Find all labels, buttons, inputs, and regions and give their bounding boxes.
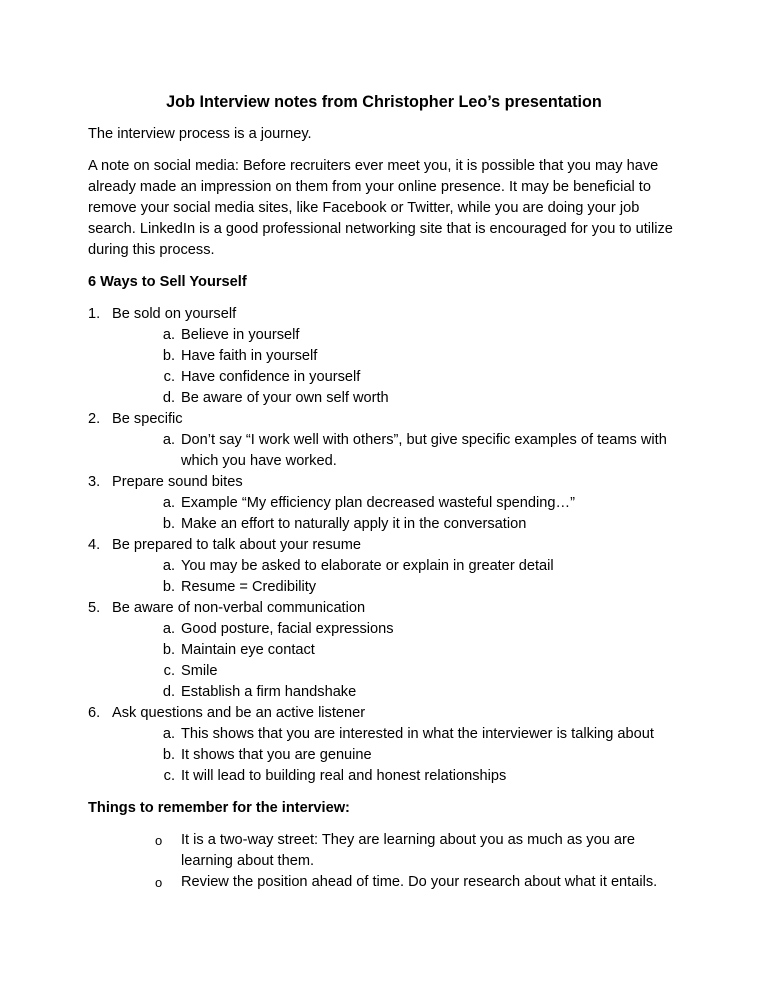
section-heading-sell-yourself: 6 Ways to Sell Yourself xyxy=(88,274,247,290)
sub-item-text: This shows that you are interested in what the interviewer is talking about xyxy=(181,726,654,742)
sub-item-letter: d. xyxy=(162,390,175,406)
sub-list xyxy=(112,430,680,472)
sub-list xyxy=(112,325,680,409)
sub-list-item xyxy=(112,766,680,787)
item-text: Be specific xyxy=(112,411,183,427)
sub-item-text: Maintain eye contact xyxy=(181,642,315,658)
sub-item-letter: a. xyxy=(162,432,175,448)
sub-item-text: Smile xyxy=(181,663,218,679)
item-number: 3. xyxy=(88,474,101,490)
list-item xyxy=(88,472,680,535)
list-item xyxy=(88,598,680,703)
sub-item-letter: b. xyxy=(162,348,175,364)
bullet-item xyxy=(88,830,680,872)
item-number: 6. xyxy=(88,705,101,721)
bullet-text: It is a two-way street: They are learning about you as much as you are learning about them. xyxy=(181,832,635,869)
item-text: Ask questions and be an active listener xyxy=(112,705,366,721)
sub-item-text: Be aware of your own self worth xyxy=(181,390,389,406)
bullet-item xyxy=(88,872,680,893)
sub-item-text: Believe in yourself xyxy=(181,327,300,343)
sub-item-letter: c. xyxy=(163,663,175,679)
sub-item-text: It shows that you are genuine xyxy=(181,747,372,763)
bullet-text: Review the position ahead of time. Do your research about what it entails. xyxy=(181,874,658,890)
sub-item-text: Establish a firm handshake xyxy=(181,684,357,700)
sub-list xyxy=(112,724,680,787)
item-text: Prepare sound bites xyxy=(112,474,243,490)
sub-list-item xyxy=(112,325,680,346)
sub-item-letter: a. xyxy=(162,327,175,343)
sub-item-letter: b. xyxy=(162,642,175,658)
intro-paragraph: The interview process is a journey. xyxy=(88,126,312,142)
item-number: 4. xyxy=(88,537,101,553)
sub-list-item xyxy=(112,724,680,745)
sub-item-text: Have faith in yourself xyxy=(181,348,318,364)
sub-list xyxy=(112,493,680,535)
sub-item-text: You may be asked to elaborate or explain in greater detail xyxy=(181,558,554,574)
sub-list-item xyxy=(112,367,680,388)
sub-list-item xyxy=(112,661,680,682)
sub-list-item xyxy=(112,493,680,514)
sub-list-item xyxy=(112,430,680,472)
sub-item-text: It will lead to building real and honest relationships xyxy=(181,768,507,784)
list-item xyxy=(88,304,680,409)
sub-item-text: Example “My efficiency plan decreased wasteful spending…” xyxy=(181,495,575,511)
item-text: Be sold on yourself xyxy=(112,306,237,322)
sub-item-text: Make an effort to naturally apply it in the conversation xyxy=(181,516,527,532)
sell-yourself-list xyxy=(88,304,680,787)
sub-list xyxy=(112,556,680,598)
sub-list-item xyxy=(112,346,680,367)
sub-list-item xyxy=(112,619,680,640)
sub-item-letter: c. xyxy=(163,369,175,385)
sub-item-text: Resume = Credibility xyxy=(181,579,317,595)
sub-item-text: Have confidence in yourself xyxy=(181,369,361,385)
sub-list-item xyxy=(112,745,680,766)
section-heading-things-to-remember: Things to remember for the interview: xyxy=(88,800,350,816)
sub-list-item xyxy=(112,556,680,577)
remember-list xyxy=(88,830,680,893)
hollow-bullet-icon: o xyxy=(155,875,163,890)
document-body xyxy=(88,92,680,893)
social-media-paragraph: A note on social media: Before recruiters ever meet you, it is possible that you may have already made an impression on them from your online presence. It may be beneficial to remove your social media sites, like Facebook or Twitter, while you are doing your job search. LinkedIn is a good professional networking site that is encouraged for you to utilize during this process. xyxy=(88,158,673,258)
sub-list-item xyxy=(112,577,680,598)
sub-item-letter: a. xyxy=(162,726,175,742)
list-item xyxy=(88,703,680,787)
sub-item-letter: b. xyxy=(162,579,175,595)
item-text: Be prepared to talk about your resume xyxy=(112,537,362,553)
sub-item-text: Don’t say “I work well with others”, but give specific examples of teams with which you have worked. xyxy=(181,432,667,469)
item-number: 2. xyxy=(88,411,101,427)
sub-list-item xyxy=(112,388,680,409)
sub-item-letter: d. xyxy=(162,684,175,700)
sub-list-item xyxy=(112,682,680,703)
sub-item-letter: a. xyxy=(162,495,175,511)
item-text: Be aware of non-verbal communication xyxy=(112,600,366,616)
sub-item-text: Good posture, facial expressions xyxy=(181,621,394,637)
sub-item-letter: a. xyxy=(162,621,175,637)
list-item xyxy=(88,409,680,472)
item-number: 1. xyxy=(88,306,101,322)
sub-list-item xyxy=(112,514,680,535)
sub-item-letter: b. xyxy=(162,747,175,763)
sub-list-item xyxy=(112,640,680,661)
sub-item-letter: a. xyxy=(162,558,175,574)
item-number: 5. xyxy=(88,600,101,616)
sub-list xyxy=(112,619,680,703)
list-item xyxy=(88,535,680,598)
hollow-bullet-icon: o xyxy=(155,833,163,848)
sub-item-letter: c. xyxy=(163,768,175,784)
document-title: Job Interview notes from Christopher Leo’s presentation xyxy=(166,93,602,111)
sub-item-letter: b. xyxy=(162,516,175,532)
